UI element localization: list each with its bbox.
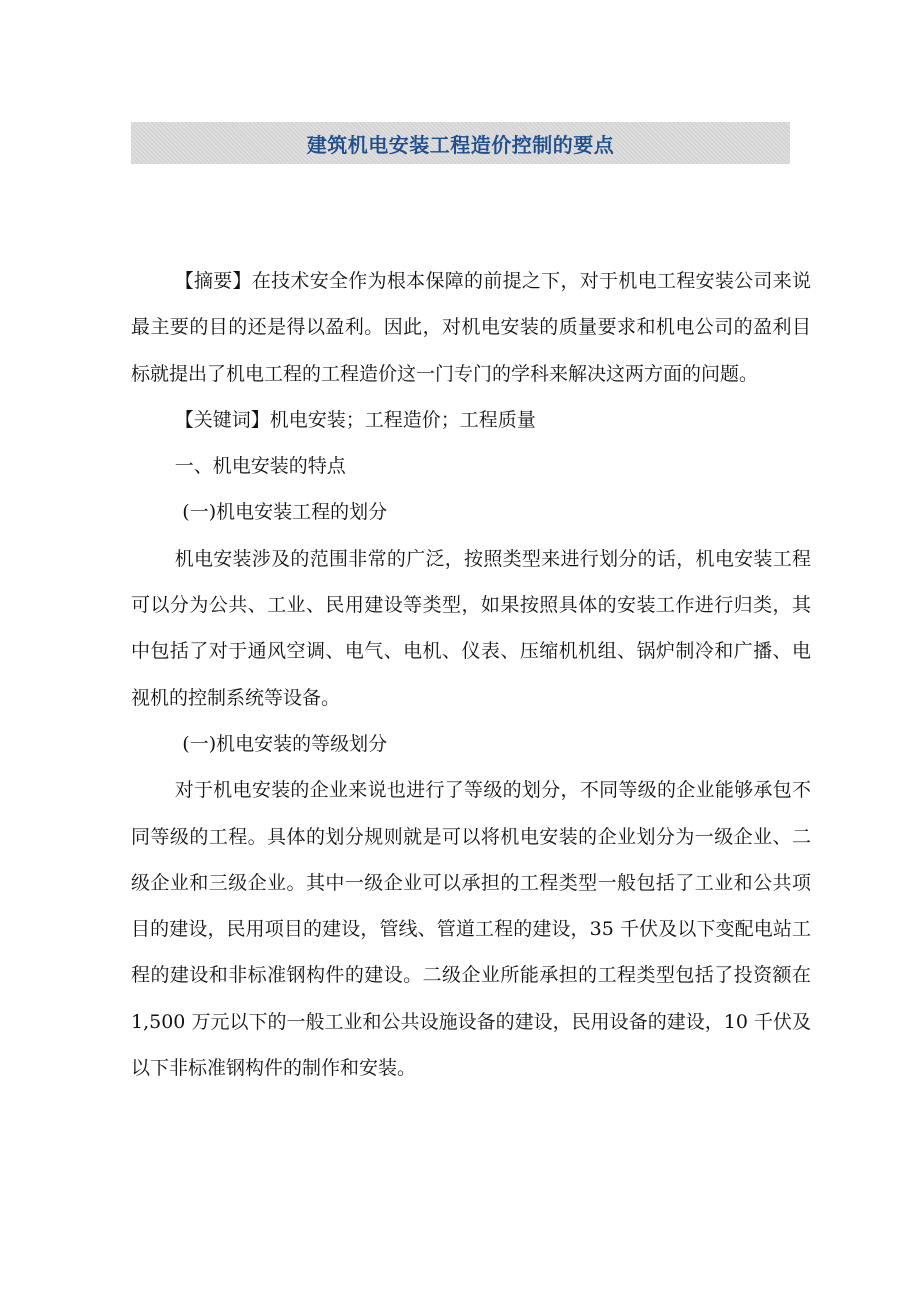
document-body <box>131 258 811 1091</box>
abstract-paragraph: 【摘要】在技术安全作为根本保障的前提之下，对于机电工程安装公司来说最主要的目的还是得以盈利。因此，对机电安装的质量要求和机电公司的盈利目标就提出了机电工程的工程造价这一门专门的学科来解决这两方面的问题。 <box>131 270 811 385</box>
keywords-paragraph: 【关键词】机电安装；工程造价；工程质量 <box>174 408 536 431</box>
subsection-heading: (一)机电安装的等级划分 <box>182 732 388 755</box>
document-title: 建筑机电安装工程造价控制的要点 <box>306 132 615 157</box>
title-banner <box>131 122 790 164</box>
section-heading: 一、机电安装的特点 <box>174 455 346 478</box>
body-paragraph: 对于机电安装的企业来说也进行了等级的划分，不同等级的企业能够承包不同等级的工程。具体的划分规则就是可以将机电安装的企业划分为一级企业、二级企业和三级企业。其中一级企业可以承担的工程类型一般包括了工业和公共项目的建设，民用项目的建设，管线、管道工程的建设，35 千伏及以下变配电站工程的建设和非标准钢构件的建设。二级企业所能承担的工程类型包括了投资额在 1,500 万元以下的一般工业和公共设施设备的建设，民用设备的建设，10 千伏及以下非标准钢构件的制作和安装。 <box>131 779 811 1080</box>
subsection-heading: (一)机电安装工程的划分 <box>182 501 388 524</box>
body-paragraph: 机电安装涉及的范围非常的广泛，按照类型来进行划分的话，机电安装工程可以分为公共、工业、民用建设等类型，如果按照具体的安装工作进行归类，其中包括了对于通风空调、电气、电机、仪表、压缩机机组、锅炉制冷和广播、电视机的控制系统等设备。 <box>131 547 811 709</box>
